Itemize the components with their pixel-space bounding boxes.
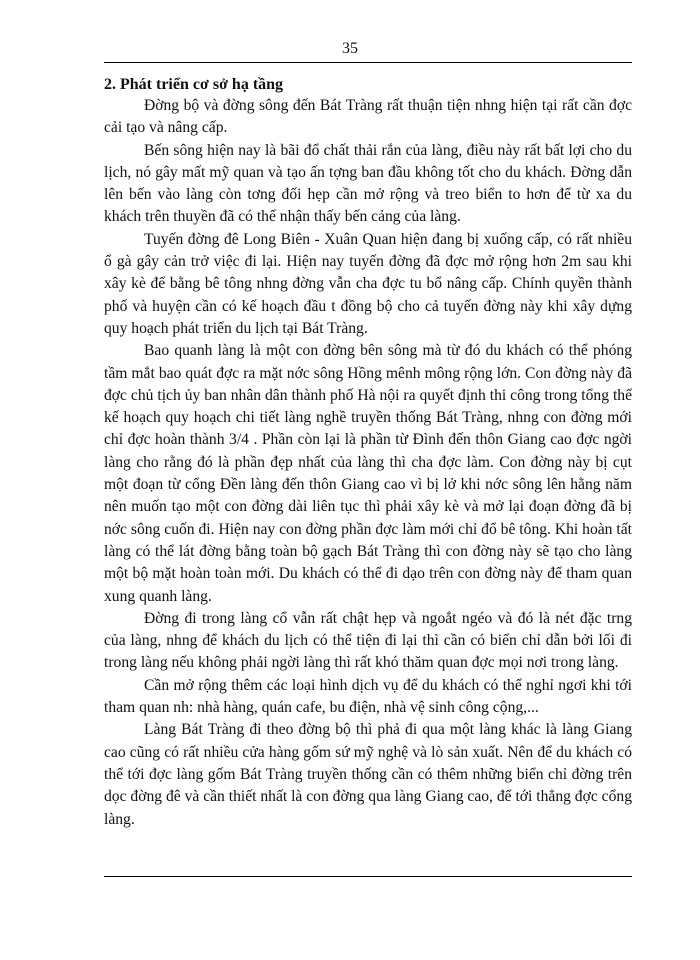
paragraph-riverside-road: Bao quanh làng là một con đờng bên sông mà từ đó du khách có thể phóng tầm mắt bao quát đợc ra mặt nớc sông Hồng mênh mông rộng lớn. Con đờng này đã đợc chủ tịch ủy ban nhân dân thành phố Hà nội ra quyết định thi công trong tổng thể kế hoạch quy hoạch chi tiết làng nghề truyền thống Bát Tràng, nhng con đờng mới chỉ đợc hoàn thành 3/4 . Phần còn lại là phần từ Đình đến thôn Giang cao đợc ngời làng cho rằng đó là phần đẹp nhất của làng thì cha đợc làm. Con đờng này bị cụt một đoạn từ cổng Đền làng đến thôn Giang cao vì bị lở khi nớc sông lên hằng năm nên muốn tạo một con đờng dài liên tục thì phải xây kè và mở lại đoạn đờng đã bị nớc sông cuốn đi. Hiện nay con đờng phần đợc làm mới chỉ đổ bê tông. Khi hoàn tất làng có thể lát đờng bằng toàn bộ gạch Bát Tràng thì con đờng này sẽ tạo cho làng một bộ mặt hoàn toàn mới. Du khách có thể đi dạo trên con đờng này để tham quan xung quanh làng. xyxy=(104,342,632,605)
paragraph-transport-routes: Đờng bộ và đờng sông đến Bát Tràng rất thuận tiện nhng hiện tại rất cần đợc cải tạo và nâng cấp. xyxy=(104,97,632,137)
page-number: 35 xyxy=(342,40,358,57)
paragraph-dyke-road: Tuyến đờng đê Long Biên - Xuân Quan hiện đang bị xuống cấp, có rất nhiều ổ gà gây cản trở việc đi lại. Hiện nay tuyến đờng đã đợc mở rộng hơn 2m sau khi xây kè để bằng bê tông nhng đờng vẫn cha đợc tu bổ nâng cấp. Chính quyền thành phố và huyện cần có kế hoạch đầu t đồng bộ cho cả tuyến đờng này khi xây dựng quy hoạch phát triển du lịch tại Bát Tràng. xyxy=(104,230,632,337)
paragraph-village-lanes: Đờng đi trong làng cổ vẫn rất chật hẹp và ngoắt ngéo và đó là nét đặc trng của làng, nhng để khách du lịch có thể tiện đi lại thì cần có biển chỉ dẫn bởi lối đi trong làng nếu không phải ngời làng thì rất khó thăm quan đợc mọi nơi trong làng. xyxy=(104,609,632,672)
section-heading: 2. Phát triển cơ sở hạ tầng xyxy=(104,76,284,93)
paragraph-signposts: Làng Bát Tràng đi theo đờng bộ thì phả đi qua một làng khác là làng Giang cao cũng có rất nhiều cửa hàng gốm sứ mỹ nghệ và lò sản xuất. Nên để du khách có thể tới đợc làng gốm Bát Tràng truyền thống cần có thêm những biển chỉ đờng trên dọc đờng đê và cần thiết nhất là con đờng qua làng Giang cao, để tới thẳng đợc cổng làng. xyxy=(104,721,632,828)
footer-rule xyxy=(104,876,632,877)
paragraph-services: Cần mở rộng thêm các loại hình dịch vụ để du khách có thể nghỉ ngơi khi tới tham quan nh: nhà hàng, quán cafe, bu điện, nhà vệ sinh công cộng,... xyxy=(104,676,632,717)
header-rule xyxy=(104,62,632,63)
paragraph-river-wharf: Bến sông hiện nay là bãi đổ chất thải rắn của làng, điều này rất bất lợi cho du lịch, nó gây mất mỹ quan và tạo ấn tợng ban đầu không tốt cho du khách. Đờng dẫn lên bến vào làng còn tơng đối hẹp cần mở rộng và treo biển to hơn để từ xa du khách trên thuyền đã có thể nhận thấy bến cảng của làng. xyxy=(104,141,632,226)
document-body xyxy=(104,74,632,831)
